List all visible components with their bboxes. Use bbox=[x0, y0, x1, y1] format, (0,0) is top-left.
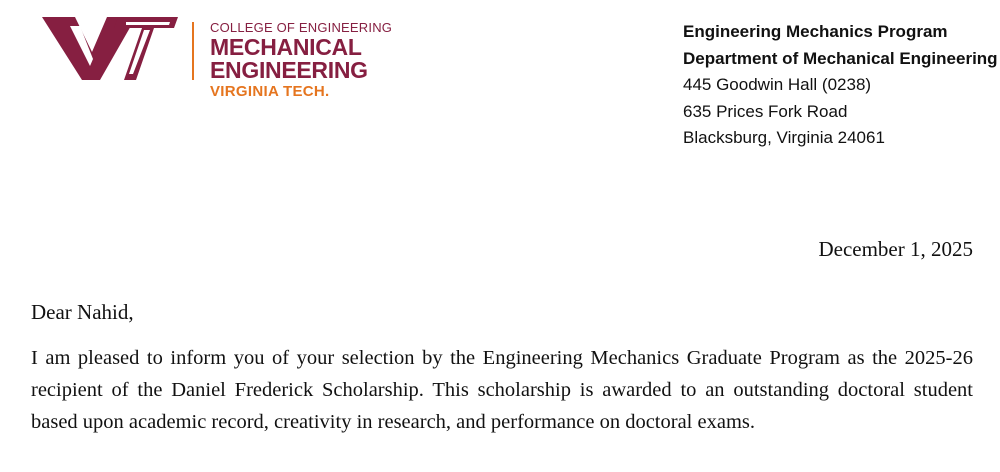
letter-body-paragraph: I am pleased to inform you of your selection by the Engineering Mechanics Graduate Program as the 2025-26 recipient of the Daniel Frederick Scholarship. This scholarship is awarded to an outstanding doctoral student based upon academic record, creativity in research, and performance on doctoral exams. bbox=[31, 347, 973, 433]
sender-address bbox=[683, 19, 998, 152]
logo-wordmark bbox=[210, 21, 468, 99]
address-program: Engineering Mechanics Program bbox=[683, 22, 948, 41]
logo-college-text: COLLEGE OF ENGINEERING bbox=[210, 20, 393, 35]
address-line-1: 445 Goodwin Hall (0238) bbox=[683, 75, 872, 94]
letterhead-logo bbox=[40, 14, 468, 100]
logo-department-text: MECHANICAL ENGINEERING bbox=[210, 34, 368, 83]
vt-logo-icon bbox=[40, 14, 180, 82]
address-line-3: Blacksburg, Virginia 24061 bbox=[683, 128, 885, 147]
address-department: Department of Mechanical Engineering bbox=[683, 48, 998, 68]
logo-university-text: VIRGINIA TECH. bbox=[210, 83, 330, 100]
address-line-2: 635 Prices Fork Road bbox=[683, 101, 848, 121]
salutation: Dear Nahid, bbox=[31, 300, 134, 324]
logo-divider bbox=[192, 22, 194, 80]
letter-date: December 1, 2025 bbox=[818, 237, 973, 261]
